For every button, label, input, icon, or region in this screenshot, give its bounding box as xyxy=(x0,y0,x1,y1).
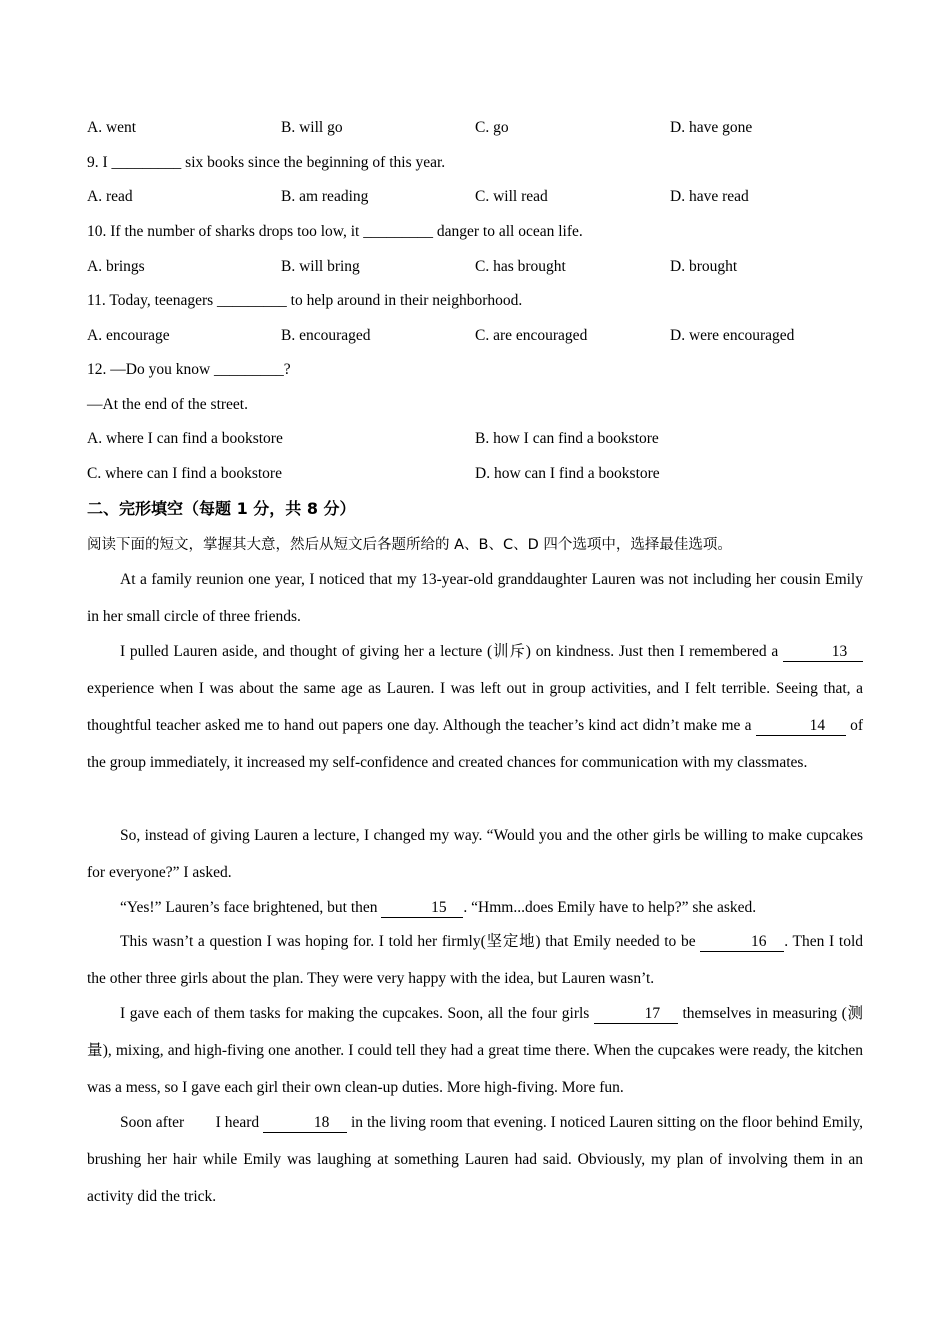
q12-answer-line: —At the end of the street. xyxy=(87,396,248,413)
q10-option-d[interactable]: D. brought xyxy=(670,258,738,275)
blank-13[interactable]: 13 xyxy=(783,643,863,662)
blank-15[interactable]: 15 xyxy=(381,899,463,918)
q8-option-d[interactable]: D. have gone xyxy=(670,119,753,136)
section-heading: 二、完形填空（每题 1 分，共 8 分） xyxy=(87,499,356,518)
passage-paragraph-3: So, instead of giving Lauren a lecture, I changed my way. “Would you and the other girls be willing to make cupcakes for everyone?” I asked. xyxy=(87,827,863,881)
q11-option-c[interactable]: C. are encouraged xyxy=(475,327,588,344)
passage-paragraph-7 xyxy=(87,1104,863,1215)
q9-option-a[interactable]: A. read xyxy=(87,188,133,205)
passage-text: in the living room that evening. I noticed Lauren sitting on the floor behind Emily, brushing her hair while Emily was laughing at something Lauren had said. Obviously, my plan of involving them in an activity did the trick. xyxy=(87,1114,863,1205)
blank-16[interactable]: 16 xyxy=(700,933,784,952)
passage-text: of the group immediately, it increased my self-confidence and created chances for communication with my classmates. xyxy=(87,717,863,771)
q9-option-c[interactable]: C. will read xyxy=(475,188,548,205)
q12-stem: 12. —Do you know _________? xyxy=(87,361,291,378)
q12-option-d[interactable]: D. how can I find a bookstore xyxy=(475,465,660,482)
passage-text: This wasn’t a question I was hoping for. I told her firmly(坚定地) that Emily needed to be xyxy=(120,933,701,950)
q11-stem: 11. Today, teenagers _________ to help around in their neighborhood. xyxy=(87,292,523,309)
passage-text: experience when I was about the same age as Lauren. I was left out in group activities, and I felt terrible. Seeing that, a thoughtful teacher asked me to hand out papers one day. Although the teacher’s kind act didn’t make me a xyxy=(87,680,863,734)
blank-14[interactable]: 14 xyxy=(756,717,846,736)
q11-option-b[interactable]: B. encouraged xyxy=(281,327,371,344)
q11-option-d[interactable]: D. were encouraged xyxy=(670,327,795,344)
q12-option-a[interactable]: A. where I can find a bookstore xyxy=(87,430,283,447)
blank-18[interactable]: 18 xyxy=(263,1114,347,1133)
q12-option-c[interactable]: C. where can I find a bookstore xyxy=(87,465,282,482)
q8-option-a[interactable]: A. went xyxy=(87,119,137,136)
q10-option-c[interactable]: C. has brought xyxy=(475,258,566,275)
q8-option-b[interactable]: B. will go xyxy=(281,119,343,136)
passage-text: I pulled Lauren aside, and thought of giving her a lecture (训斥) on kindness. Just then I remembered a xyxy=(120,643,783,660)
q10-option-a[interactable]: A. brings xyxy=(87,258,145,275)
passage-paragraph-1: At a family reunion one year, I noticed that my 13-year-old granddaughter Lauren was not including her cousin Emily in her small circle of three friends. xyxy=(87,571,863,625)
q12-option-b[interactable]: B. how I can find a bookstore xyxy=(475,430,659,447)
q9-option-d[interactable]: D. have read xyxy=(670,188,749,205)
q11-option-a[interactable]: A. encourage xyxy=(87,327,170,344)
passage-text: “Yes!” Lauren’s face brightened, but then xyxy=(120,899,382,916)
q10-option-b[interactable]: B. will bring xyxy=(281,258,360,275)
q9-stem: 9. I _________ six books since the beginning of this year. xyxy=(87,154,446,171)
passage-paragraph-2 xyxy=(87,633,863,781)
q9-option-b[interactable]: B. am reading xyxy=(281,188,369,205)
passage-text: I gave each of them tasks for making the cupcakes. Soon, all the four girls xyxy=(120,1005,594,1022)
blank-17[interactable]: 17 xyxy=(594,1005,678,1024)
passage-text: . Then I told the other three girls about the plan. They were very happy with the idea, but Lauren wasn’t. xyxy=(87,933,864,987)
q8-option-c[interactable]: C. go xyxy=(475,119,509,136)
passage-paragraph-5 xyxy=(87,923,863,997)
passage-paragraph-6 xyxy=(87,995,863,1106)
passage-paragraph-4 xyxy=(87,889,863,926)
q10-stem: 10. If the number of sharks drops too low, it _________ danger to all ocean life. xyxy=(87,223,583,240)
section-instruction: 阅读下面的短文，掌握其大意，然后从短文后各题所给的 A、B、C、D 四个选项中，选择最佳选项。 xyxy=(87,537,732,553)
passage-text: Soon after I heard xyxy=(120,1114,264,1131)
passage-text: . “Hmm...does Emily have to help?” she asked. xyxy=(463,899,757,916)
passage-text: themselves in measuring (测量), mixing, and high-fiving one another. I could tell they had a great time there. When the cupcakes were ready, the kitchen was a mess, so I gave each girl their own clean-up duties. More high-fiving. More fun. xyxy=(87,1005,864,1096)
